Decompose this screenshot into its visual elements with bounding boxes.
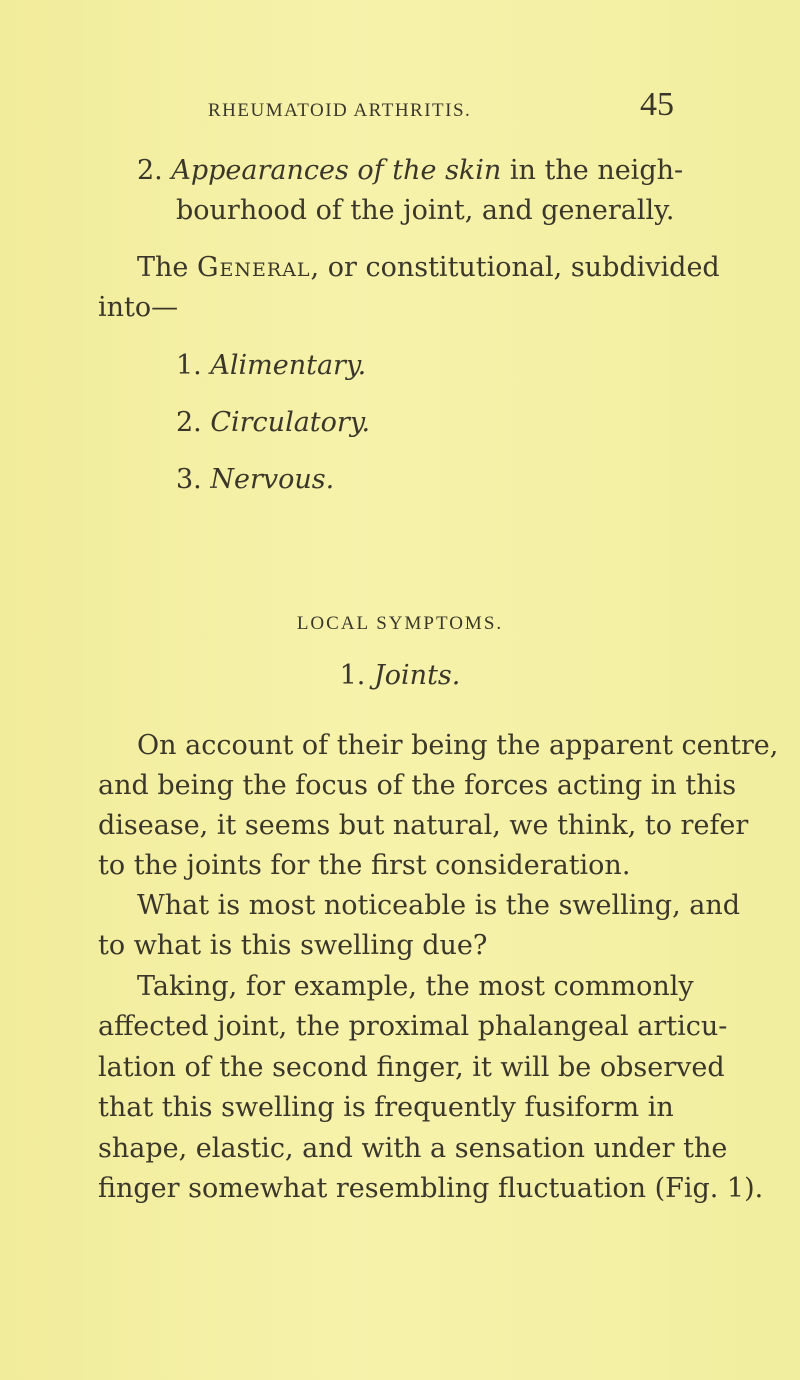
subsection-number: 1. xyxy=(339,660,366,691)
subdivision-number: 3. xyxy=(176,464,202,495)
paragraph-line: shape, elastic, and with a sensation under the xyxy=(98,1133,728,1164)
subdivision-item xyxy=(176,464,334,495)
subdivision-item xyxy=(176,350,366,381)
paragraph-line: Taking, for example, the most commonly xyxy=(137,971,694,1002)
paragraph-line: On account of their being the apparent centre, xyxy=(137,730,779,761)
paragraph-line: disease, it seems but natural, we think, to refer xyxy=(98,810,749,841)
subdivision-label: Circulatory. xyxy=(210,407,371,438)
running-title: RHEUMATOID ARTHRITIS. xyxy=(208,100,472,121)
running-head xyxy=(0,86,800,126)
subdivision-label: Nervous. xyxy=(210,464,335,495)
subsection-label: Joints. xyxy=(373,660,461,691)
paragraph-line: finger somewhat resembling fluctuation (Fig. 1). xyxy=(98,1173,764,1204)
subdivision-number: 2. xyxy=(176,407,202,438)
item-2-line-2: bourhood of the joint, and generally. xyxy=(176,195,675,226)
subsection-heading xyxy=(0,660,800,691)
paragraph-line: What is most noticeable is the swelling, and xyxy=(137,890,741,921)
general-post: , or constitutional, subdivided xyxy=(310,252,720,283)
item-2-number: 2. xyxy=(137,155,163,186)
general-small-caps: General xyxy=(196,252,311,283)
paragraph-line: and being the focus of the forces acting in this xyxy=(98,770,737,801)
section-heading: LOCAL SYMPTOMS. xyxy=(296,613,504,634)
subdivision-number: 1. xyxy=(176,350,202,381)
general-pre: The xyxy=(137,252,197,283)
subdivision-item xyxy=(176,407,370,438)
paragraph-line: that this swelling is frequently fusiform in xyxy=(98,1092,674,1123)
paragraph-line: lation of the second finger, it will be observed xyxy=(98,1052,725,1083)
paragraph-line: affected joint, the proximal phalangeal articu- xyxy=(98,1011,728,1042)
paragraph-line: to what is this swelling due? xyxy=(98,930,488,961)
paragraph-line: to the joints for the first consideration. xyxy=(98,850,631,881)
item-2-italic-title: Appearances of the skin xyxy=(171,155,502,186)
item-2-text: in the neigh- xyxy=(509,155,684,186)
general-line-2: into— xyxy=(98,292,179,323)
general-line-1 xyxy=(137,252,720,283)
subdivision-label: Alimentary. xyxy=(210,350,367,381)
item-2-line-1 xyxy=(137,155,683,186)
page-number: 45 xyxy=(640,86,674,123)
